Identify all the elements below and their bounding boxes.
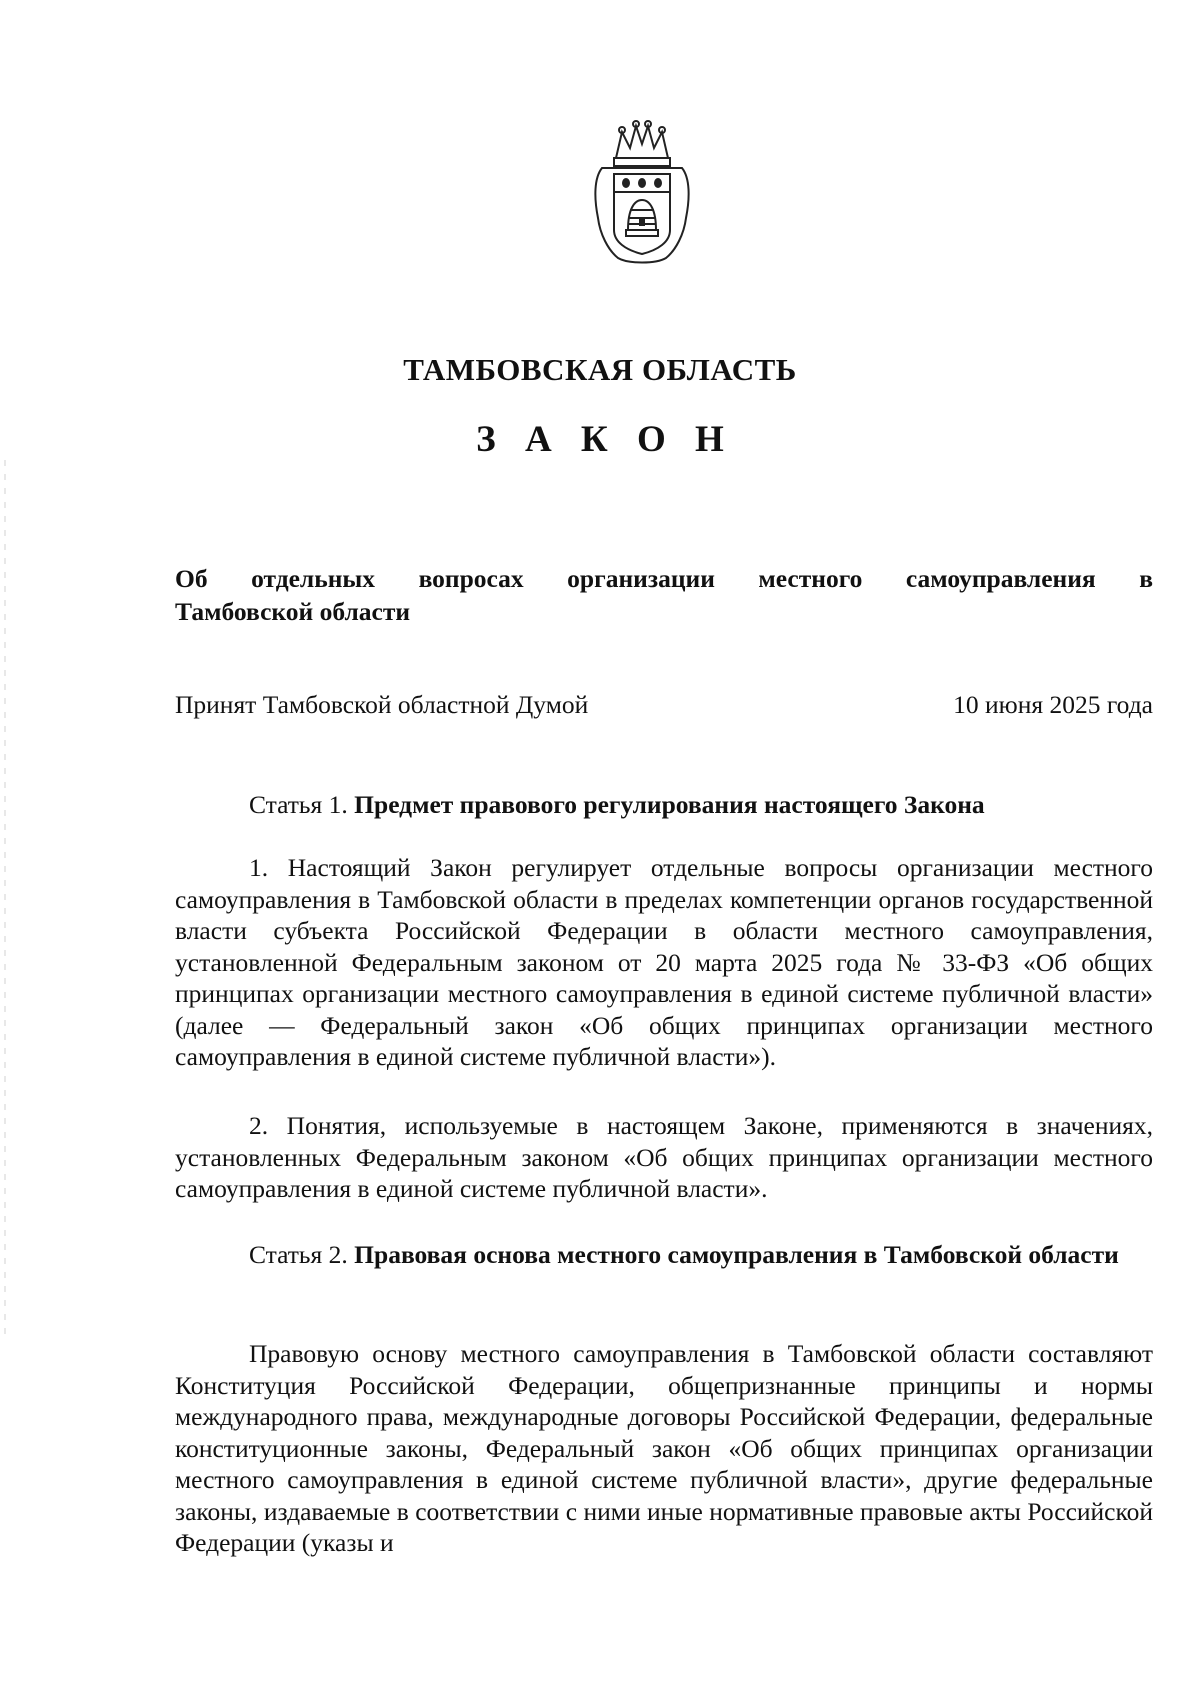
- article-2-paragraph-1: Правовую основу местного самоуправления в Тамбовской области составляют Конституция Российской Федерации, общепризнанные принципы и нормы международного права, международные договоры Российской Федерации, федеральные конституционные законы, Федеральный закон «Об общих принципах организации местного самоуправления в единой системе публичной власти», другие федеральные законы, издаваемые в соответствии с ними иные нормативные правовые акты Российской Федерации (указы и: [175, 1339, 1153, 1557]
- adopted-by: Принят Тамбовской областной Думой: [175, 690, 589, 719]
- article-1-heading: [249, 788, 985, 821]
- article-1-prefix: Статья 1.: [249, 790, 355, 819]
- article-2-prefix: Статья 2.: [249, 1240, 355, 1269]
- article-2-heading: [175, 1238, 1153, 1272]
- scan-edge-artifact: [4, 460, 6, 1340]
- article-2-title: Правовая основа местного самоуправления в Тамбовской области: [354, 1240, 1119, 1269]
- document-type-title: З А К О Н: [476, 419, 734, 460]
- adopted-date: 10 июня 2025 года: [953, 690, 1153, 719]
- law-title: [175, 562, 1153, 628]
- article-1-title: Предмет правового регулирования настоящего Закона: [354, 790, 985, 819]
- adoption-info: [175, 690, 1153, 720]
- region-title: ТАМБОВСКАЯ ОБЛАСТЬ: [403, 352, 797, 387]
- tambov-coat-of-arms-icon: [588, 118, 696, 268]
- law-title-line-2: Тамбовской области: [175, 597, 411, 626]
- article-1-paragraph-1: 1. Настоящий Закон регулирует отдельные вопросы организации местного самоуправления в Тамбовской области в пределах компетенции органов государственной власти субъекта Российской Федерации в области местного самоуправления, установленной Федеральным законом от 20 марта 2025 года № 33-ФЗ «Об общих принципах организации местного самоуправления в единой системе публичной власти» (далее — Федеральный закон «Об общих принципах организации местного самоуправления в единой системе публичной власти»).: [175, 853, 1153, 1071]
- law-title-line-1: Об отдельных вопросах организации местного самоуправления в: [175, 564, 1153, 593]
- article-1-paragraph-2: 2. Понятия, используемые в настоящем Законе, применяются в значениях, установленных Федеральным законом «Об общих принципах организации местного самоуправления в единой системе публичной власти».: [175, 1111, 1153, 1203]
